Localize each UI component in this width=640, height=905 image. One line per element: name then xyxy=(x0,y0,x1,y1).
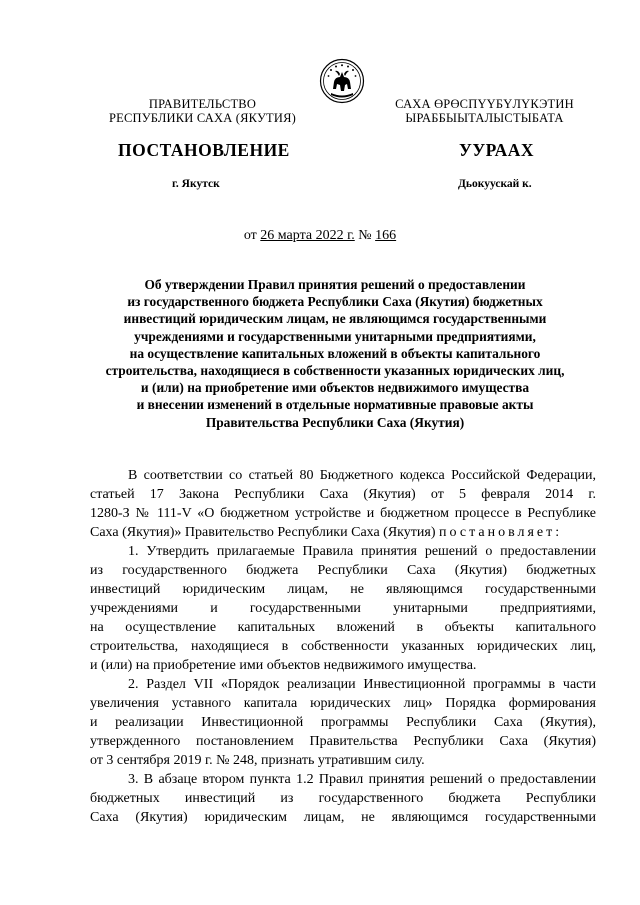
city-sah: Дьокуускай к. xyxy=(458,178,532,190)
title-line: и внесении изменений в отдельные нормативные правовые акты xyxy=(136,397,534,413)
body-line: инвестиций юридическим лицам, не являющимся государственными xyxy=(90,582,596,597)
body-line: и (или) на приобретение ими объектов недвижимого имущества. xyxy=(90,658,477,673)
body-line-resolves xyxy=(90,523,596,542)
resolves-word: постановляет: xyxy=(439,525,563,540)
title-line: на осуществление капитальных вложений в объекты капитального xyxy=(129,345,541,361)
document-body xyxy=(90,466,596,827)
header-line: САХА ӨРӨСПҮҮБҮЛҮКЭТИН xyxy=(395,97,574,111)
body-line: 2. Раздел VII «Порядок реализации Инвестиционной программы в части xyxy=(128,677,596,692)
document-number: 166 xyxy=(375,228,397,243)
title-line: Правительства Республики Саха (Якутия) xyxy=(205,414,465,430)
doc-type-sah: УУРААХ xyxy=(459,140,535,160)
body-line: увеличения уставного капитала юридических лиц» Порядка формирования xyxy=(90,696,596,711)
body-line: 1280-З № 111-V «О бюджетном устройстве и бюджетном процессе в Республике xyxy=(90,506,596,521)
document-title xyxy=(95,276,575,431)
header-government-sah xyxy=(372,97,597,125)
body-line: утвержденного постановлением Правительства Республики Саха (Якутия) xyxy=(90,734,596,749)
doc-type-ru: ПОСТАНОВЛЕНИЕ xyxy=(118,140,290,160)
date-prefix: от xyxy=(243,228,261,243)
body-line: 1. Утвердить прилагаемые Правила принятия решений о предоставлении xyxy=(128,544,596,559)
body-line: и реализации Инвестиционной программы Республики Саха (Якутия), xyxy=(90,715,596,730)
body-line: статьей 17 Закона Республики Саха (Якутия) от 5 февраля 2014 г. xyxy=(90,487,596,502)
header-line: ЫРАББЫЫТАЛЫСТЫБАТА xyxy=(405,111,564,125)
body-line-text: Саха (Якутия)» Правительство Республики Саха (Якутия) xyxy=(90,525,440,540)
body-line: В соответствии со статьей 80 Бюджетного кодекса Российской Федерации, xyxy=(128,468,596,483)
city-ru: г. Якутск xyxy=(172,178,220,190)
title-line: и (или) на приобретение ими объектов недвижимого имущества xyxy=(140,380,530,396)
header-line: РЕСПУБЛИКИ САХА (ЯКУТИЯ) xyxy=(109,111,296,125)
body-line: от 3 сентября 2019 г. № 248, признать утратившим силу. xyxy=(90,753,425,768)
title-line: Об утверждении Правил принятия решений о предоставлении xyxy=(144,277,526,292)
title-line: из государственного бюджета Республики Саха (Якутия) бюджетных xyxy=(127,294,543,310)
title-line: инвестиций юридическим лицам, не являющимся государственными xyxy=(123,311,547,327)
document-date: 26 марта 2022 г. xyxy=(260,228,355,243)
body-line: 3. В абзаце втором пункта 1.2 Правил принятия решений о предоставлении xyxy=(128,772,596,787)
number-sign: № xyxy=(354,228,376,243)
body-line: бюджетных инвестиций из государственного бюджета Республики xyxy=(90,791,596,806)
coat-of-arms-emblem xyxy=(319,58,365,104)
title-line: строительства, находящиеся в собственности указанных юридических лиц, xyxy=(105,363,565,379)
body-line: из государственного бюджета Республики Саха (Якутия) бюджетных xyxy=(90,563,596,578)
body-line: учреждениями и государственными унитарными предприятиями, xyxy=(90,601,596,616)
header-government-ru xyxy=(95,97,310,125)
header-line: ПРАВИТЕЛЬСТВО xyxy=(148,97,257,111)
body-line: Саха (Якутия) юридическим лицам, не являющимся государственными xyxy=(90,810,596,825)
body-line: строительства, находящиеся в собственности указанных юридических лиц, xyxy=(90,639,596,654)
body-line: на осуществление капитальных вложений в объекты капитального xyxy=(90,620,596,635)
date-number-line xyxy=(0,228,640,244)
title-line: учреждениями и государственными унитарными предприятиями, xyxy=(134,328,536,344)
